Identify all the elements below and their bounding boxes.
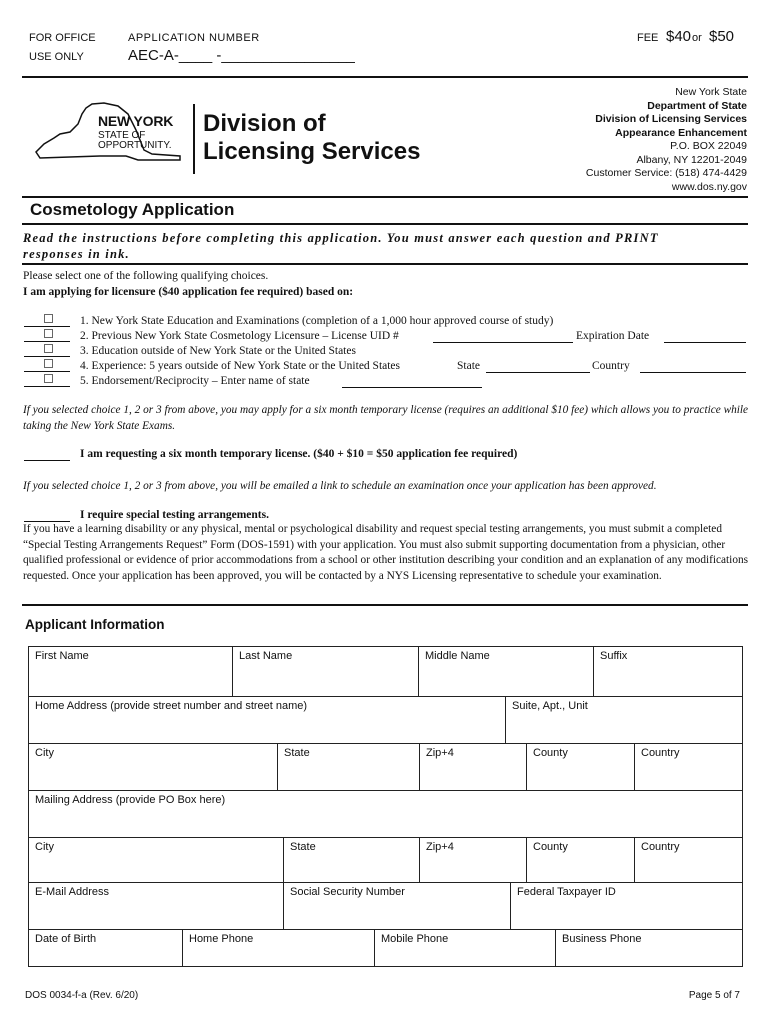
temp-license-checkbox-line[interactable]	[24, 460, 70, 461]
choice-4-checkbox[interactable]	[44, 359, 53, 368]
home-address-field[interactable]: Home Address (provide street number and street name)	[35, 700, 308, 712]
mailing-state-field[interactable]: State	[290, 841, 316, 853]
experience-state-label: State	[457, 360, 480, 372]
county-field[interactable]: County	[533, 747, 568, 759]
middle-name-field[interactable]: Middle Name	[425, 650, 490, 662]
agency-line: www.dos.ny.gov	[671, 180, 747, 193]
mailing-city-field[interactable]: City	[35, 841, 54, 853]
form-title: Cosmetology Application	[30, 200, 235, 219]
expiration-date-field[interactable]	[664, 342, 746, 343]
ny-logo-line1: NEW YORK	[98, 113, 174, 129]
agency-address-block	[586, 86, 747, 194]
choice-1-label: 1. New York State Education and Examinations (completion of a 1,000 hour approved course of study)	[80, 315, 554, 327]
application-number-value: AEC-A-____ -________________	[128, 47, 355, 64]
ssn-field[interactable]: Social Security Number	[290, 886, 405, 898]
home-phone-field[interactable]: Home Phone	[189, 933, 254, 945]
division-title-line2: Licensing Services	[203, 138, 421, 165]
title-bottom-rule	[22, 223, 748, 225]
page-number: Page 5 of 7	[688, 990, 740, 1001]
suffix-field[interactable]: Suffix	[600, 650, 628, 662]
special-testing-label: I require special testing arrangements.	[80, 509, 269, 521]
special-testing-text: If you have a learning disability or any physical, mental or psychological disability and request special testing arrangements, you must submit a completed “Special Testing Arrangements Request” Form (DOS-1591) with your application. You must also submit supporting documentation from a physician, other qualified professional or evidence of prior accommodations from a school or other institution describing your condition and an explanation of any modifications requested. Once your application has been approved, you will be contacted by a NYS Licensing representative to schedule your examination.	[23, 523, 749, 582]
mailing-country-field[interactable]: Country	[641, 841, 680, 853]
exam-note: If you selected choice 1, 2 or 3 from above, you will be emailed a link to schedule an examination once your application has been approved.	[23, 480, 657, 492]
country-field[interactable]: Country	[641, 747, 680, 759]
fee-or: or	[692, 32, 702, 44]
mailing-address-field[interactable]: Mailing Address (provide PO Box here)	[35, 794, 226, 806]
license-uid-field[interactable]	[433, 342, 573, 343]
office-use-label-1: FOR OFFICE	[29, 32, 96, 44]
experience-state-field[interactable]	[486, 372, 590, 373]
select-prompt: Please select one of the following qualifying choices.	[23, 270, 269, 282]
last-name-field[interactable]: Last Name	[239, 650, 293, 662]
division-title-line1: Division of	[203, 110, 326, 137]
agency-line: Division of Licensing Services	[595, 113, 747, 125]
date-of-birth-field[interactable]: Date of Birth	[35, 933, 97, 945]
agency-line: Customer Service: (518) 474-4429	[585, 167, 747, 179]
form-number: DOS 0034-f-a (Rev. 6/20)	[25, 990, 139, 1001]
expiration-date-label: Expiration Date	[576, 330, 650, 342]
choice-3-label: 3. Education outside of New York State or the United States	[80, 345, 356, 357]
logo-divider	[193, 104, 195, 174]
state-field[interactable]: State	[284, 747, 310, 759]
first-name-field[interactable]: First Name	[35, 650, 89, 662]
choice-1-checkbox[interactable]	[44, 314, 53, 323]
city-field[interactable]: City	[35, 747, 54, 759]
fee-value: $40	[666, 28, 692, 45]
mobile-phone-field[interactable]: Mobile Phone	[381, 933, 449, 945]
agency-line: Department of State	[647, 99, 747, 112]
special-testing-rule	[22, 604, 748, 606]
instructions-rule	[22, 263, 748, 265]
experience-country-label: Country	[592, 360, 630, 372]
federal-taxpayer-id-field[interactable]: Federal Taxpayer ID	[517, 886, 616, 898]
applying-for-text: I am applying for licensure ($40 application fee required) based on:	[23, 286, 354, 298]
zip-field[interactable]: Zip+4	[426, 747, 454, 759]
application-number-label: APPLICATION NUMBER	[128, 32, 260, 44]
header-divider	[22, 76, 748, 78]
mailing-zip-field[interactable]: Zip+4	[426, 841, 454, 853]
mailing-county-field[interactable]: County	[533, 841, 568, 853]
ny-logo-line3: OPPORTUNITY.	[98, 140, 172, 151]
agency-line: New York State	[675, 86, 747, 98]
choice-2-label: 2. Previous New York State Cosmetology Licensure – License UID #	[80, 330, 399, 342]
agency-line: P.O. BOX 22049	[670, 140, 747, 152]
email-field[interactable]: E-Mail Address	[35, 886, 109, 898]
choice-4-label: 4. Experience: 5 years outside of New York State or the United States	[80, 360, 401, 372]
temp-license-request: I am requesting a six month temporary license. ($40 + $10 = $50 application fee required)	[80, 448, 518, 460]
fee-value-2: $50	[709, 28, 735, 45]
business-phone-field[interactable]: Business Phone	[562, 933, 642, 945]
office-use-label-2: USE ONLY	[29, 51, 84, 63]
choice-2-checkbox[interactable]	[44, 329, 53, 338]
choice-5-label: 5. Endorsement/Reciprocity – Enter name of state	[80, 375, 310, 387]
choice-5-checkbox[interactable]	[44, 374, 53, 383]
applicant-info-table	[28, 646, 743, 967]
endorsement-state-field[interactable]	[342, 387, 482, 388]
agency-line: Albany, NY 12201-2049	[636, 153, 747, 166]
applicant-info-heading: Applicant Information	[25, 617, 165, 632]
temp-license-note: If you selected choice 1, 2 or 3 from above, you may apply for a six month temporary license (requires an additional $10 fee) which allows you to practice while taking the New York State Exams.	[23, 404, 749, 432]
instructions-text: Read the instructions before completing this application. You must answer each question and PRINT responses in ink.	[23, 231, 659, 261]
agency-line: Appearance Enhancement	[615, 126, 747, 139]
experience-country-field[interactable]	[640, 372, 746, 373]
ny-logo-line2: STATE OF	[98, 130, 146, 141]
title-top-rule	[22, 196, 748, 198]
fee-label: FEE	[637, 32, 659, 44]
choice-3-checkbox[interactable]	[44, 344, 53, 353]
suite-field[interactable]: Suite, Apt., Unit	[512, 700, 588, 712]
